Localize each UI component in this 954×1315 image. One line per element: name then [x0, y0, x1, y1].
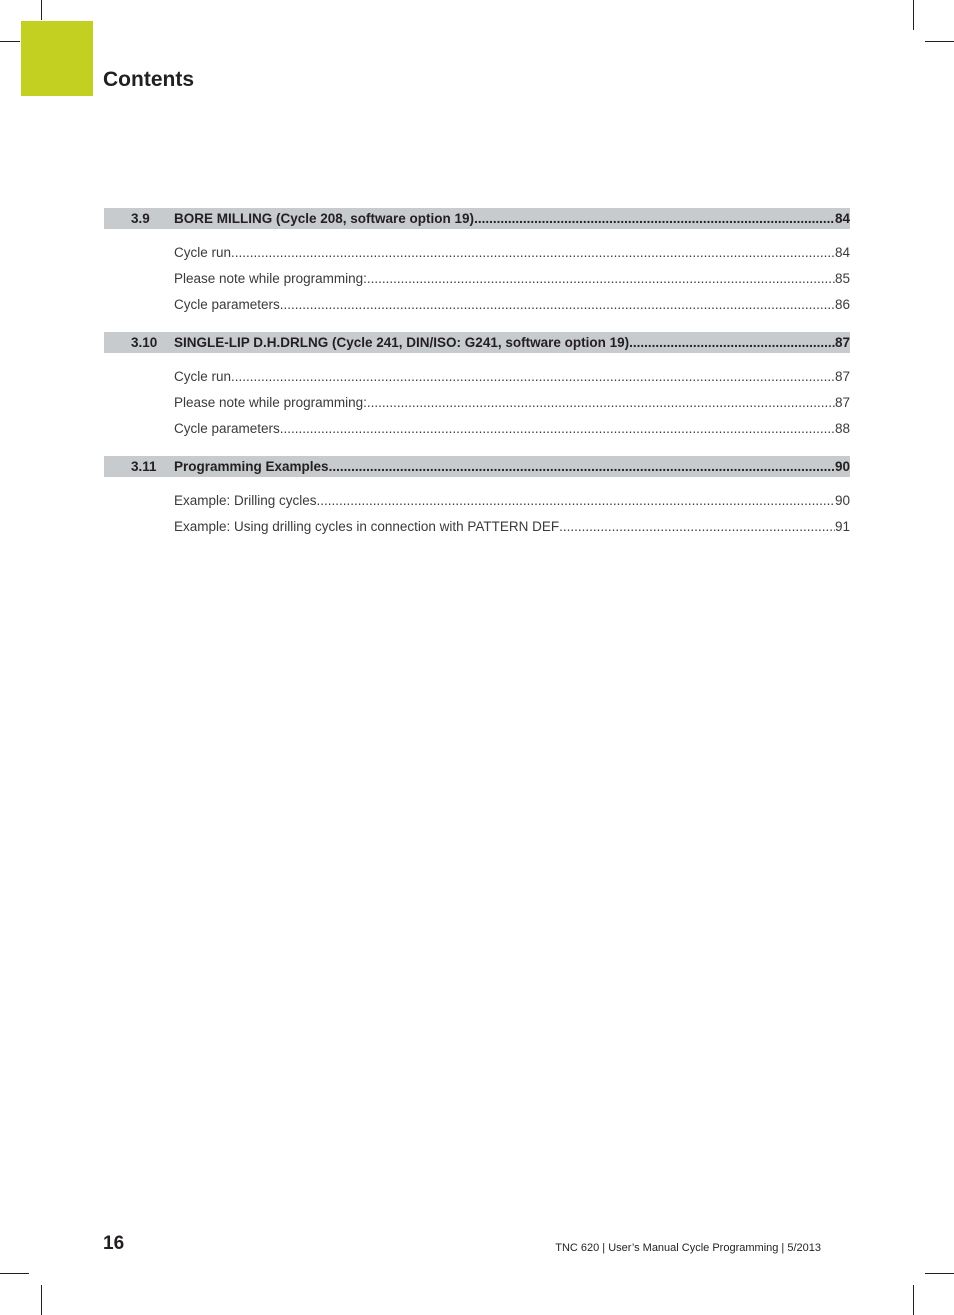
item-page: 84	[834, 245, 850, 260]
section-gap	[104, 322, 850, 332]
table-of-contents	[104, 208, 850, 554]
section-page: 84	[834, 211, 850, 226]
page-number: 16	[103, 1233, 125, 1254]
dot-leader	[280, 296, 835, 314]
dot-leader	[231, 368, 835, 386]
dot-leader	[367, 394, 835, 412]
dot-leader	[474, 208, 835, 229]
section-page: 90	[834, 459, 850, 474]
accent-block	[21, 21, 93, 96]
crop-mark	[0, 41, 20, 42]
item-title: Cycle parameters	[174, 421, 280, 436]
dot-leader	[231, 244, 835, 262]
toc-section[interactable]	[104, 332, 850, 353]
toc-item[interactable]	[174, 368, 850, 394]
dot-leader	[317, 492, 835, 510]
dot-leader	[280, 420, 835, 438]
toc-item[interactable]	[174, 244, 850, 270]
section-number: 3.9	[131, 211, 150, 226]
crop-mark	[41, 1285, 42, 1315]
item-page: 91	[834, 519, 850, 534]
section-gap	[104, 446, 850, 456]
dot-leader	[329, 456, 835, 477]
section-entry	[174, 208, 850, 229]
item-title: Example: Drilling cycles	[174, 493, 317, 508]
section-gap	[104, 544, 850, 554]
item-page: 87	[834, 369, 850, 384]
section-title: Programming Examples	[174, 459, 329, 474]
section-title: SINGLE-LIP D.H.DRLNG (Cycle 241, DIN/ISO: G241, software option 19)	[174, 335, 630, 350]
dot-leader	[367, 270, 835, 288]
crop-mark	[0, 1273, 29, 1274]
dot-leader	[559, 518, 835, 536]
item-title: Please note while programming:	[174, 271, 367, 286]
item-title: Cycle run	[174, 245, 232, 260]
item-page: 88	[834, 421, 850, 436]
section-title: BORE MILLING (Cycle 208, software option 19)	[174, 211, 475, 226]
item-page: 90	[834, 493, 850, 508]
crop-mark	[925, 1273, 954, 1274]
page-title: Contents	[103, 68, 194, 91]
toc-section[interactable]	[104, 456, 850, 477]
crop-mark	[913, 0, 914, 30]
footer-text: TNC 620 | User’s Manual Cycle Programming | 5/2013	[555, 1242, 821, 1254]
section-entry	[174, 456, 850, 477]
section-page: 87	[834, 335, 850, 350]
item-page: 85	[834, 271, 850, 286]
toc-item[interactable]	[174, 518, 850, 544]
item-page: 87	[834, 395, 850, 410]
toc-section[interactable]	[104, 208, 850, 229]
crop-mark	[41, 0, 42, 20]
section-number: 3.11	[131, 459, 157, 474]
toc-item[interactable]	[174, 420, 850, 446]
section-entry	[174, 332, 850, 353]
item-title: Please note while programming:	[174, 395, 367, 410]
crop-mark	[913, 1285, 914, 1315]
dot-leader	[629, 332, 835, 353]
item-title: Cycle run	[174, 369, 232, 384]
toc-item[interactable]	[174, 394, 850, 420]
toc-item[interactable]	[174, 270, 850, 296]
section-number: 3.10	[131, 335, 158, 350]
crop-mark	[925, 41, 954, 42]
item-page: 86	[834, 297, 850, 312]
item-title: Example: Using drilling cycles in connection with PATTERN DEF	[174, 519, 560, 534]
toc-item[interactable]	[174, 492, 850, 518]
toc-item[interactable]	[174, 296, 850, 322]
item-title: Cycle parameters	[174, 297, 280, 312]
